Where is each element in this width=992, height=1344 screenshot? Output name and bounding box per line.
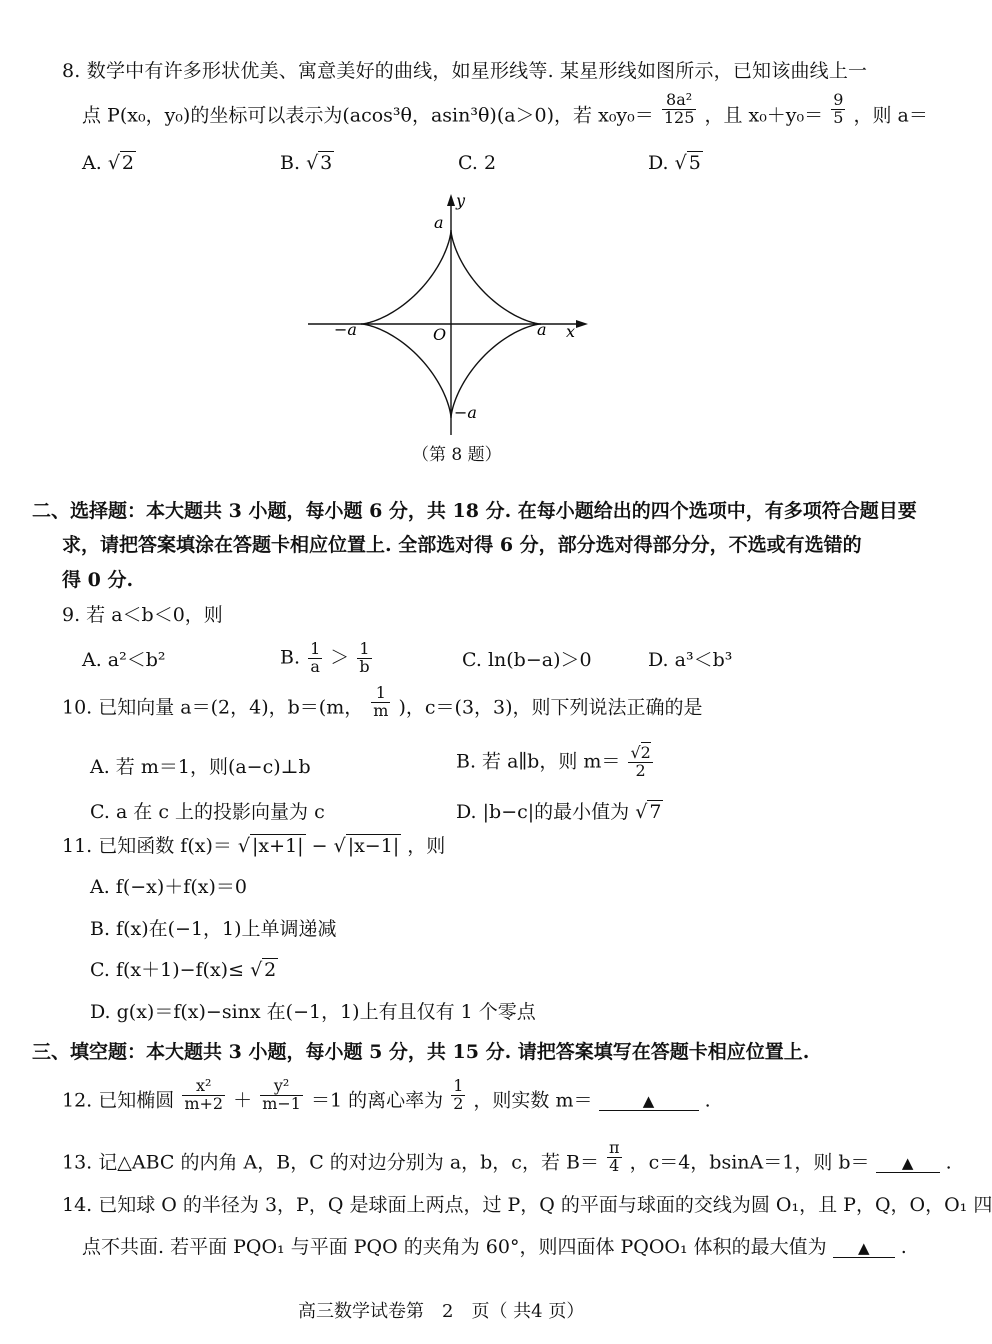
q12-stem <box>62 1076 711 1113</box>
q9-stem: 9. 若 a＜b＜0，则 <box>62 604 223 626</box>
q11-option-d: D. g(x)＝f(x)−sinx 在(−1，1)上有且仅有 1 个零点 <box>90 1001 536 1023</box>
q11-minus: − <box>311 835 328 857</box>
q12-frac3-den: 2 <box>453 1093 464 1113</box>
q13-frac-pi-4 <box>607 1140 622 1175</box>
q11-option-c <box>90 961 278 980</box>
q9-option-c: C. ln(b−a)＞0 <box>462 649 592 671</box>
q14-answer-blank[interactable] <box>833 1238 895 1258</box>
q13-frac-num: π <box>609 1138 620 1157</box>
q10-stem-a: 10. 已知向量 a＝(2，4)，b＝(m， <box>62 696 364 719</box>
q8-line2-c: ，则 a＝ <box>853 104 928 127</box>
q10-frac-num: 1 <box>371 685 390 703</box>
y-axis-arrow <box>447 194 455 206</box>
q12-plus: ＋ <box>233 1089 253 1112</box>
q8-line1: 8. 数学中有许多形状优美、寓意美好的曲线，如星形线等. 某星形线如图所示，已知该曲线上一 <box>62 60 868 82</box>
q9-frac2-num: 1 <box>357 641 371 659</box>
label-top-a: a <box>434 213 444 232</box>
q12-frac3-num: 1 <box>453 1076 464 1095</box>
q11-option-b: B. f(x)在(−1，1)上单调递减 <box>90 918 337 940</box>
q12-frac2-den: m−1 <box>262 1093 301 1113</box>
q13-stem <box>62 1138 952 1175</box>
q12-stem-b: ＝1 的离心率为 <box>311 1089 444 1112</box>
q12-stem-a: 12. 已知椭圆 <box>62 1089 175 1112</box>
q8-option-c: C. 2 <box>458 152 497 174</box>
q9-option-d: D. a³＜b³ <box>648 649 733 671</box>
q10-frac-den: m <box>373 700 389 720</box>
q10-frac-1-m <box>371 685 390 720</box>
q11-sqrt-2: √ |x−1| <box>333 835 400 857</box>
q10-frac-den-2: 2 <box>635 760 646 780</box>
q13-frac-den: 4 <box>609 1155 620 1175</box>
x-axis-label: x <box>566 322 576 341</box>
q9-option-a: A. a²＜b² <box>82 649 166 671</box>
q10-option-d-label: D. |b−c|的最小值为 <box>456 801 630 823</box>
q8-line2 <box>82 90 928 127</box>
q13-end: . <box>945 1151 952 1174</box>
q10-option-b-label: B. 若 a∥b，则 m＝ <box>456 750 621 773</box>
q8-option-a <box>82 154 136 173</box>
q8-line2-b: ，且 x₀＋y₀＝ <box>704 104 824 127</box>
q11-option-c-label: C. f(x＋1)−f(x)≤ <box>90 959 245 981</box>
q9-gt-sign: ＞ <box>330 646 350 669</box>
q12-frac1-den: m+2 <box>184 1093 224 1113</box>
label-left-neg-a: −a <box>334 320 357 339</box>
q9-frac1-num: 1 <box>310 639 321 658</box>
section-2-line3: 得 0 分. <box>62 569 134 591</box>
q12-stem-c: ，则实数 m＝ <box>473 1089 593 1112</box>
q12-blank-marker: ▲ <box>642 1092 655 1111</box>
q9-frac-1-a <box>308 641 322 676</box>
page-footer: 高三数学试卷第 2 页（ 共4 页） <box>298 1301 585 1322</box>
q8-option-b <box>280 154 334 173</box>
q12-frac-x2 <box>182 1078 225 1113</box>
section-3-line1: 三、填空题：本大题共 3 小题，每小题 5 分，共 15 分. 请把答案填写在答题卡相应位置上. <box>32 1041 810 1063</box>
q13-answer-blank[interactable] <box>876 1153 940 1173</box>
q11-rad-2: |x−1| <box>347 835 400 857</box>
label-bottom-neg-a: −a <box>454 403 477 422</box>
q12-frac1-num: x² <box>182 1078 225 1096</box>
section-2-line2: 求，请把答案填涂在答题卡相应位置上. 全部选对得 6 分，部分选对得部分分，不选或有选错的 <box>62 534 862 556</box>
q10-option-d <box>456 803 663 822</box>
q8-frac1-num: 8a² <box>662 92 697 110</box>
q8-frac2-den: 5 <box>833 107 844 127</box>
q8-frac-8a2-125 <box>662 92 697 127</box>
q10-frac-num-rad: 2 <box>640 743 651 762</box>
astroid-figure <box>300 190 620 440</box>
q13-blank-marker: ▲ <box>901 1154 914 1173</box>
q8-option-a-label: A. <box>82 152 102 174</box>
q12-frac2-num: y² <box>260 1078 303 1096</box>
q8-option-b-label: B. <box>280 152 301 174</box>
q9-frac-1-b <box>357 641 371 676</box>
q10-option-b <box>456 745 655 780</box>
label-right-a: a <box>537 320 547 339</box>
q11-stem-b: ，则 <box>407 835 446 857</box>
q10-stem <box>62 683 703 720</box>
q8-line2-a: 点 P(x₀，y₀)的坐标可以表示为(acos³θ，asin³θ)(a＞0)，若 x₀y₀＝ <box>82 104 654 127</box>
q8-option-d-rad: 5 <box>688 152 701 174</box>
q10-option-d-sqrt: √ 7 <box>635 801 662 823</box>
section-2-line1: 二、选择题：本大题共 3 小题，每小题 6 分，共 18 分. 在每小题给出的四个选项中，有多项符合题目要 <box>32 500 917 522</box>
q8-frac2-num: 9 <box>833 90 844 109</box>
q9-frac1-den: a <box>310 656 320 676</box>
q9-option-b <box>280 641 374 676</box>
q10-frac-num-sqrt: √2 <box>630 743 651 762</box>
q8-option-d <box>648 154 703 173</box>
q8-option-b-sqrt: √ 3 <box>306 152 333 174</box>
q9-frac2-den: b <box>359 656 370 676</box>
q9-option-b-label: B. <box>280 646 301 669</box>
q11-option-a: A. f(−x)＋f(x)＝0 <box>90 876 247 898</box>
q11-stem <box>62 837 445 856</box>
q10-option-c: C. a 在 c 上的投影向量为 c <box>90 801 325 823</box>
q14-line2-text: 点不共面. 若平面 PQO₁ 与平面 PQO 的夹角为 60°，则四面体 PQOO₁ 体积的最大值为 <box>82 1236 827 1258</box>
q10-option-d-rad: 7 <box>649 801 662 823</box>
q14-line2 <box>82 1238 907 1258</box>
q12-end: . <box>704 1089 711 1112</box>
q10-stem-b: )，c＝(3，3)，则下列说法正确的是 <box>398 696 703 719</box>
q12-frac-1-2 <box>451 1078 465 1113</box>
q11-option-c-sqrt: √ 2 <box>250 959 277 981</box>
q11-stem-a: 11. 已知函数 f(x)＝ <box>62 835 232 857</box>
q11-sqrt-1: √ |x+1| <box>237 835 304 857</box>
q8-frac1-den: 125 <box>663 107 695 127</box>
q12-frac-y2 <box>260 1078 303 1113</box>
q11-rad-1: |x+1| <box>252 835 304 857</box>
q10-frac-sqrt2-2 <box>628 745 652 780</box>
y-axis-label: y <box>456 191 466 210</box>
q8-option-d-label: D. <box>648 152 669 174</box>
q14-blank-marker: ▲ <box>857 1239 870 1257</box>
q8-option-a-rad: 2 <box>121 152 135 174</box>
figure-caption: （第 8 题） <box>412 445 502 465</box>
q10-option-a: A. 若 m＝1，则(a−c)⊥b <box>90 756 311 778</box>
q8-option-d-sqrt: √ 5 <box>674 152 701 174</box>
q8-option-a-sqrt: √ 2 <box>107 152 135 174</box>
q14-end: . <box>900 1236 907 1258</box>
label-origin: O <box>433 325 447 344</box>
q11-option-c-rad: 2 <box>264 959 277 981</box>
q12-answer-blank[interactable] <box>599 1091 699 1111</box>
q14-line1: 14. 已知球 O 的半径为 3，P，Q 是球面上两点，过 P，Q 的平面与球面的交线为圆 O₁，且 P，Q，O，O₁ 四 <box>62 1194 992 1216</box>
q13-stem-b: ，c＝4，bsinA＝1，则 b＝ <box>629 1151 870 1174</box>
x-axis-arrow <box>576 320 588 328</box>
q13-stem-a: 13. 记△ABC 的内角 A，B，C 的对边分别为 a，b，c，若 B＝ <box>62 1151 599 1174</box>
q8-option-b-rad: 3 <box>320 152 333 174</box>
q8-frac-9-5 <box>831 92 845 127</box>
